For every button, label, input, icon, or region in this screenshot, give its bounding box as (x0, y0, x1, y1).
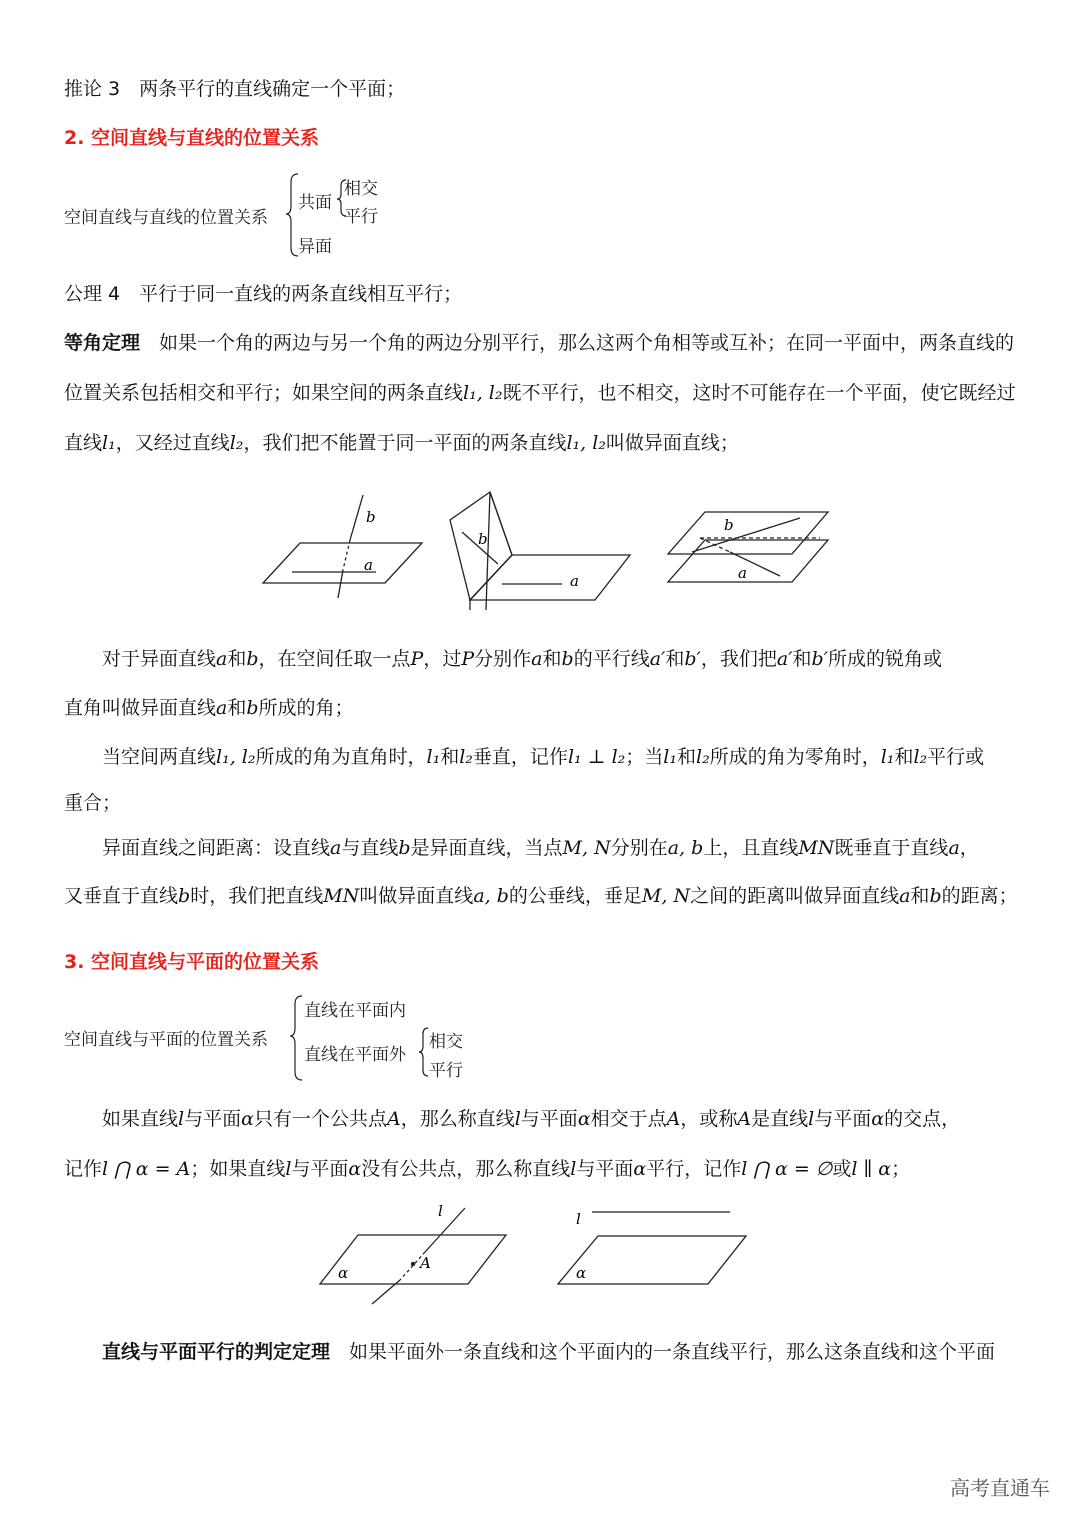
position-relation-line: 位置关系包括相交和平行；如果空间的两条直线l₁, l₂既不平行，也不相交，这时不可能存在一个平面，使它既经过 (64, 382, 1016, 404)
intersect-definition-2: 记作l ⋂ α = A；如果直线l与平面α没有公共点，那么称直线l与平面α平行，记作l ⋂ α = ∅或l ∥ α； (64, 1158, 911, 1180)
fig-label-A: A (420, 1254, 431, 1272)
fig1-label-a: a (364, 556, 373, 574)
section-heading-2: 2. 空间直线与直线的位置关系 (64, 127, 320, 149)
tree2-intersect: 相交 (429, 1032, 463, 1052)
tree-skew: 异面 (298, 237, 332, 257)
section-heading-3: 3. 空间直线与平面的位置关系 (64, 951, 320, 973)
fig3-label-a: a (738, 564, 747, 582)
fig-label-alpha: α (338, 1264, 349, 1282)
tree2-root: 空间直线与平面的位置关系 (64, 1030, 268, 1050)
skew-lines-figures (0, 480, 1080, 610)
line-line-relation-tree (64, 170, 394, 260)
fig2-label-a: a (570, 572, 579, 590)
footer-watermark: 高考直通车 (950, 1476, 1050, 1500)
fig-label-alpha-2: α (576, 1264, 587, 1282)
perpendicular-para: 当空间两直线l₁, l₂所成的角为直角时，l₁和l₂垂直，记作l₁ ⊥ l₂；当l₁和l₂所成的角为零角时，l₁和l₂平行或 (102, 746, 985, 768)
equal-angle-theorem: 等角定理 如果一个角的两边与另一个角的两边分别平行，那么这两个角相等或互补；在同一平面中，两条直线的 (64, 332, 1015, 354)
point-A (411, 1262, 415, 1266)
tree-root: 空间直线与直线的位置关系 (64, 208, 268, 228)
skew-figure-2 (450, 492, 630, 610)
tree2-in-plane: 直线在平面内 (304, 1001, 406, 1021)
corollary-3: 推论 3 两条平行的直线确定一个平面； (64, 78, 406, 100)
parallel-judgment-theorem: 直线与平面平行的判定定理 如果平面外一条直线和这个平面内的一条直线平行，那么这条直线和这个平面 (102, 1341, 996, 1363)
perpendicular-para-end: 重合； (64, 792, 122, 814)
fig1-label-b: b (366, 508, 376, 526)
tree2-parallel: 平行 (429, 1061, 463, 1081)
line-plane-relation-tree (64, 992, 484, 1084)
skew-definition-line: 直线l₁，又经过直线l₂，我们把不能置于同一平面的两条直线l₁, l₂叫做异面直线； (64, 432, 739, 454)
line-plane-parallel-figure (558, 1212, 746, 1284)
distance-para-2: 又垂直于直线b时，我们把直线MN叫做异面直线a, b的公垂线，垂足M, N之间的距离叫做异面直线a和b的距离； (64, 885, 1018, 907)
tree-intersect: 相交 (344, 179, 378, 199)
distance-para-1: 异面直线之间距离：设直线a与直线b是异面直线，当点M, N分别在a, b上，且直线MN既垂直于直线a， (102, 837, 979, 859)
fig-label-l-2: l (576, 1210, 581, 1228)
fig3-label-b: b (724, 516, 734, 534)
line-plane-figures (0, 1200, 1080, 1310)
fig-label-l: l (438, 1202, 443, 1220)
skew-figure-1 (263, 495, 422, 598)
tree-parallel: 平行 (344, 207, 378, 227)
skew-angle-para-2: 直角叫做异面直线a和b所成的角； (64, 697, 354, 719)
fig2-label-b: b (478, 530, 488, 548)
tree2-out-plane: 直线在平面外 (304, 1045, 406, 1065)
skew-angle-para-1: 对于异面直线a和b，在空间任取一点P，过P分别作a和b的平行线a′和b′，我们把a′和b′所成的锐角或 (102, 648, 943, 670)
axiom-4: 公理 4 平行于同一直线的两条直线相互平行； (64, 283, 463, 305)
tree-coplanar: 共面 (298, 193, 332, 213)
intersect-definition-1: 如果直线l与平面α只有一个公共点A，那么称直线l与平面α相交于点A，或称A是直线l与平面α的交点， (102, 1108, 961, 1130)
line-plane-intersect-figure (320, 1208, 506, 1304)
skew-figure-3 (668, 512, 828, 582)
